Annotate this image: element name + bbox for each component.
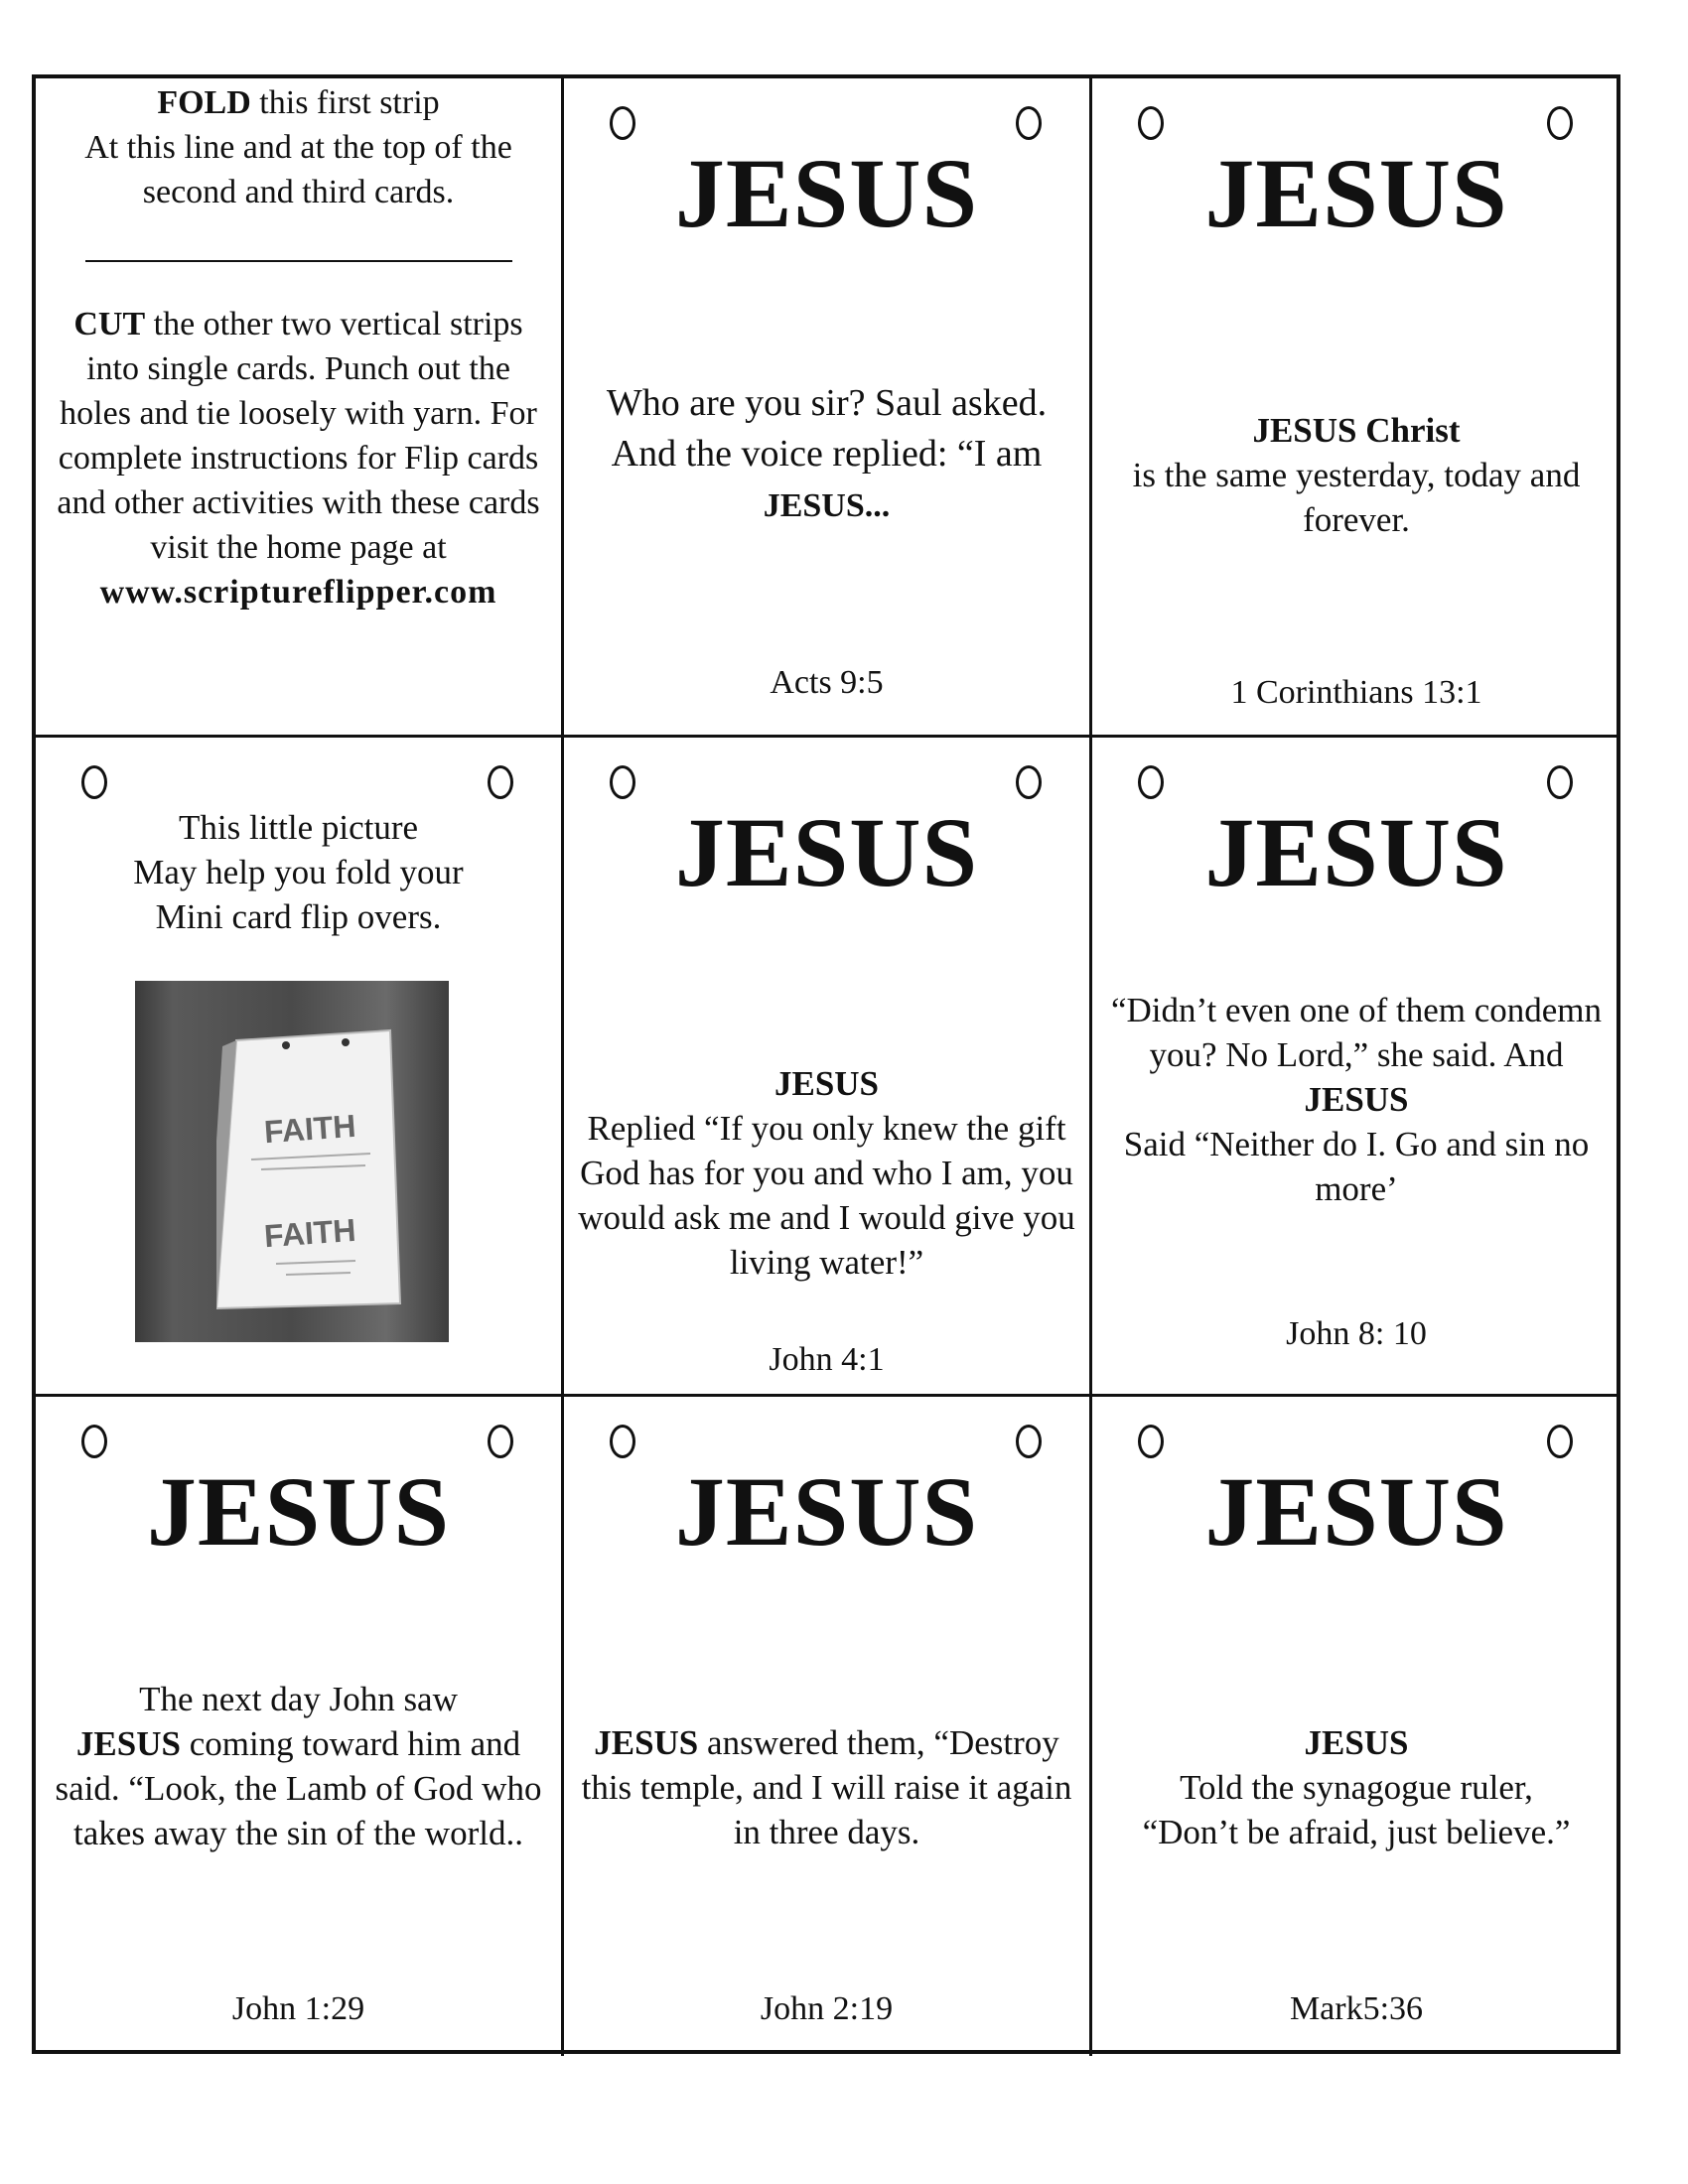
scripture-reference: John 8: 10 bbox=[1286, 1315, 1427, 1352]
card-text: The next day John saw JESUS coming toward him and said. “Look, the Lamb of God who takes away the sin of the world.. bbox=[55, 1680, 542, 1852]
card-title: JESUS bbox=[674, 138, 979, 248]
card-bold-name: JESUS... bbox=[763, 487, 891, 524]
card-title: JESUS bbox=[1204, 797, 1508, 907]
scripture-card bbox=[1092, 738, 1620, 1397]
scripture-reference: Acts 9:5 bbox=[770, 664, 884, 701]
card-title: JESUS bbox=[1204, 1456, 1508, 1567]
fold-rule bbox=[85, 260, 512, 262]
photo-word-bottom: FAITH bbox=[262, 1211, 357, 1255]
punch-hole-right bbox=[1016, 106, 1042, 140]
instruction-card bbox=[36, 78, 564, 738]
cut-text: the other two vertical strips into single cards. Punch out the holes and tie loosely with yarn. For complete instructions for Flip cards and other activities with these cards visit the home page at bbox=[57, 306, 540, 566]
punch-hole-left bbox=[81, 1425, 107, 1458]
punch-hole-left bbox=[1138, 765, 1164, 799]
punch-hole-left bbox=[610, 106, 635, 140]
card-bold-name: JESUS Christ bbox=[1252, 411, 1461, 450]
card-text: JESUS Christ is the same yesterday, today and forever. bbox=[1132, 411, 1581, 539]
card-bold-name: JESUS bbox=[774, 1064, 880, 1103]
punch-hole-left bbox=[610, 765, 635, 799]
card-bold-name: JESUS bbox=[594, 1723, 699, 1762]
cut-word: CUT bbox=[73, 306, 146, 342]
photo-word-top: FAITH bbox=[262, 1107, 357, 1151]
picture-card bbox=[36, 738, 564, 1397]
punch-hole-left bbox=[1138, 1425, 1164, 1458]
punch-hole-right bbox=[1547, 106, 1573, 140]
card-sheet bbox=[32, 74, 1620, 2054]
fold-line-3: second and third cards. bbox=[142, 174, 455, 210]
flip-card-photo bbox=[135, 981, 449, 1342]
scripture-card bbox=[564, 1397, 1092, 2056]
card-title: JESUS bbox=[674, 797, 979, 907]
scripture-reference: Mark5:36 bbox=[1289, 1990, 1424, 2027]
card-bold-name: JESUS bbox=[75, 1724, 181, 1763]
punch-hole-left bbox=[81, 765, 107, 799]
fold-text: this first strip bbox=[250, 84, 440, 121]
punch-hole-right bbox=[1016, 1425, 1042, 1458]
punch-hole-right bbox=[1016, 765, 1042, 799]
scripture-card bbox=[1092, 1397, 1620, 2056]
card-title: JESUS bbox=[1204, 138, 1508, 248]
fold-instructions bbox=[46, 80, 551, 614]
card-bold-name: JESUS bbox=[1304, 1080, 1409, 1119]
picture-caption: This little picture May help you fold your Mini card flip overs. bbox=[133, 808, 464, 936]
scripture-reference: 1 Corinthians 13:1 bbox=[1230, 674, 1482, 711]
scripture-card bbox=[564, 78, 1092, 738]
punch-hole-right bbox=[1547, 765, 1573, 799]
card-text: JESUS Replied “If you only knew the gift God has for you and who I am, you would ask me and I would give you living water!” bbox=[578, 1064, 1075, 1282]
fold-word: FOLD bbox=[157, 84, 251, 121]
website-url[interactable]: www.scriptureflipper.com bbox=[99, 574, 497, 611]
punch-hole-right bbox=[1547, 1425, 1573, 1458]
card-text: JESUS Told the synagogue ruler, “Don’t be afraid, just believe.” bbox=[1142, 1723, 1571, 1851]
punch-hole-right bbox=[488, 1425, 513, 1458]
fold-line-2: At this line and at the top of the bbox=[84, 129, 512, 166]
scripture-card bbox=[1092, 78, 1620, 738]
card-bold-name: JESUS bbox=[1304, 1723, 1409, 1762]
tent-card-image bbox=[216, 1021, 405, 1318]
scripture-card bbox=[36, 1397, 564, 2056]
punch-hole-left bbox=[610, 1425, 635, 1458]
card-title: JESUS bbox=[674, 1456, 979, 1567]
punch-hole-right bbox=[488, 765, 513, 799]
scripture-reference: John 2:19 bbox=[760, 1990, 894, 2027]
scripture-reference: John 4:1 bbox=[769, 1341, 885, 1378]
scripture-reference: John 1:29 bbox=[231, 1990, 365, 2027]
scripture-card bbox=[564, 738, 1092, 1397]
card-text: JESUS answered them, “Destroy this temple, and I will raise it again in three days. bbox=[581, 1723, 1072, 1851]
card-text: “Didn’t even one of them condemn you? No Lord,” she said. And JESUS Said “Neither do I. Go and sin no more’ bbox=[1110, 991, 1603, 1208]
card-title: JESUS bbox=[146, 1456, 451, 1567]
card-text: Who are you sir? Saul asked. And the voice replied: “I am JESUS... bbox=[606, 382, 1048, 524]
punch-hole-left bbox=[1138, 106, 1164, 140]
